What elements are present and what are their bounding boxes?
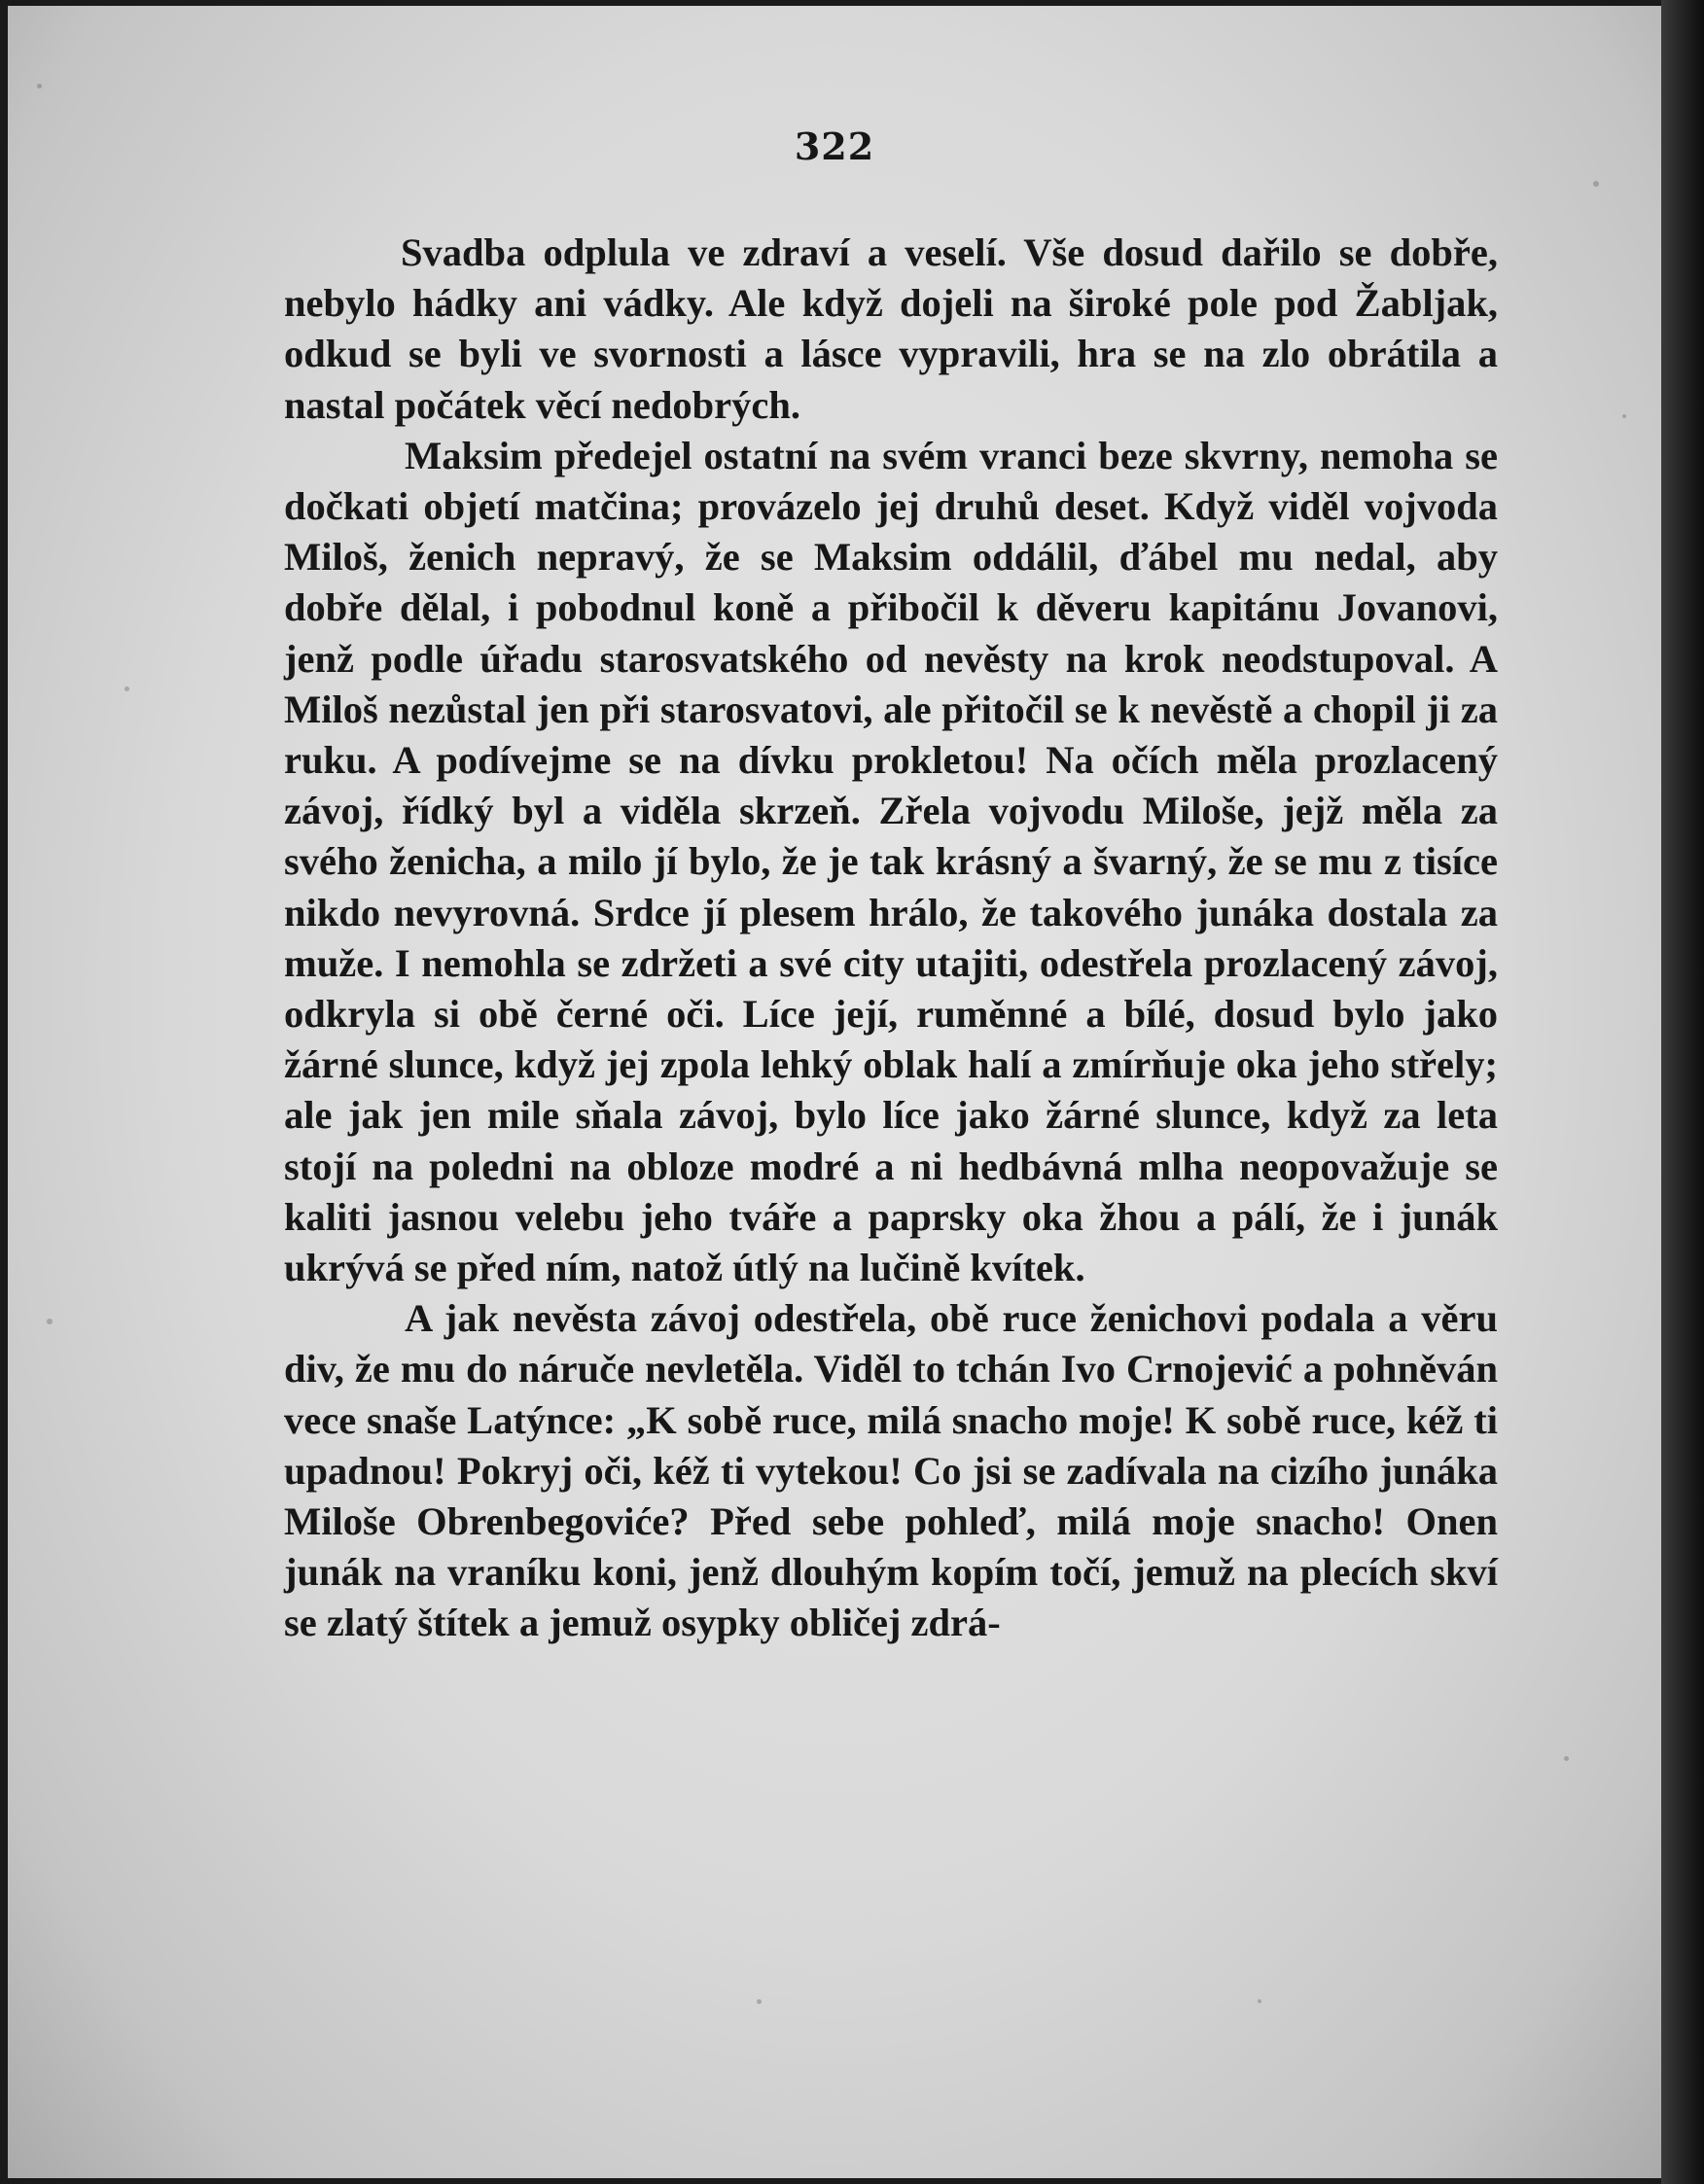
paper-speck — [1622, 414, 1626, 418]
paper-speck — [124, 687, 129, 691]
body-text — [284, 228, 1498, 1649]
page-edge-shadow — [1661, 0, 1704, 2184]
paper-speck — [1564, 1756, 1569, 1761]
paragraph-2: Maksim předejel ostatní na svém vranci beze skvrny, nemoha se dočkati objetí matčina; provázelo jej druhů deset. Když viděl vojvoda Miloš, ženich nepravý, že se Maksim oddálil, ďábel mu nedal, aby dobře dělal, i pobodnul koně a přibočil k děveru kapitánu Jovanovi, jenž podle úřadu starosvatského od nevěsty na krok neodstupoval. A Miloš nezůstal jen při starosvatovi, ale přitočil se k nevěstě a chopil ji za ruku. A podívejme se na dívku prokletou! Na očích měla prozlacený závoj, řídký byl a viděla skrzeň. Zřela vojvodu Miloše, jejž měla za svého ženicha, a milo jí bylo, že je tak krásný a švarný, že se mu z tisíce nikdo nevyrovná. Srdce jí plesem hrálo, že takového junáka dostala za muže. I nemohla se zdržeti a své city utajiti, odestřela prozlacený závoj, odkryla si obě černé oči. Líce její, ruměnné a bílé, dosud bylo jako žárné slunce, když jej zpola lehký oblak halí a zmírňuje oka jeho střely; ale jak jen mile sňala závoj, bylo líce jako žárné slunce, když za leta stojí na poledni na obloze modré a ni hedbávná mlha neopovažuje se kaliti jasnou velebu jeho tváře a paprsky oka žhou a pálí, že i junák ukrývá se před ním, natož útlý na lučině kvítek. — [284, 433, 1498, 1290]
paper-speck — [1593, 181, 1599, 187]
paragraph-3: A jak nevěsta závoj odestřela, obě ruce ženichovi podala a věru div, že mu do náruče nevletěla. Viděl to tchán Ivo Crnojević a pohněván vece snaše Latýnce: „K sobě ruce, milá snacho moje! K sobě ruce, kéž ti upadnou! Pokryj oči, kéž ti vytekou! Co jsi se zadívala na cizího junáka Miloše Obrenbegoviće? Před sebe pohleď, milá moje snacho! Onen junák na vraníku koni, jenž dlouhým kopím točí, jemuž na plecích skví se zlatý štítek a jemuž osypky obličej zdrá- — [284, 1296, 1498, 1645]
page-number: 322 — [794, 124, 875, 168]
paragraph-1: Svadba odplula ve zdraví a veselí. Vše dosud dařilo se dobře, nebylo hádky ani vádky. Ale když dojeli na široké pole pod Žabljak, odkud se byli ve svornosti a lásce vypravili, hra se na zlo obrátila a nastal počátek věcí nedobrých. — [284, 230, 1498, 427]
paper-speck — [37, 84, 42, 88]
paper-speck — [1258, 1999, 1261, 2003]
book-page — [8, 6, 1661, 2178]
paper-speck — [47, 1319, 53, 1324]
paper-speck — [757, 1999, 762, 2004]
